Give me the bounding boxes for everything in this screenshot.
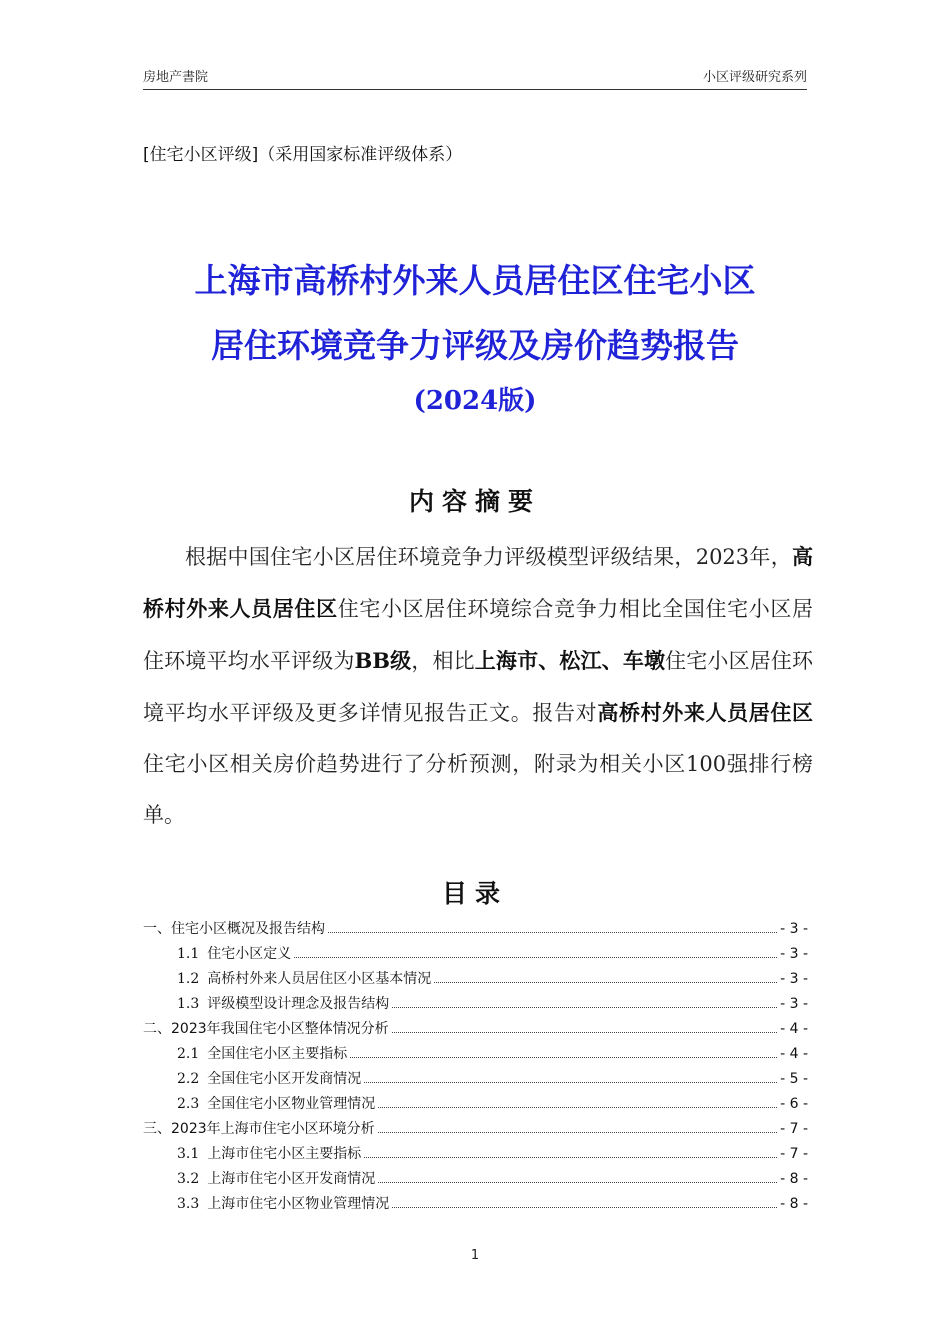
toc-entry[interactable]	[143, 1193, 808, 1218]
abstract-emphasis: 高桥村外来人员居住区	[143, 544, 813, 621]
toc-entry-label: 高桥村外来人员居住区小区基本情况	[207, 971, 432, 987]
toc-entry-label: 上海市住宅小区物业管理情况	[207, 1196, 390, 1212]
abstract-text: 住宅小区居住环境综合竞争力相比全国住宅小区居住环境平均水平评级为	[143, 597, 814, 673]
toc-entry[interactable]	[143, 943, 808, 968]
toc-entry-label: 二、2023年我国住宅小区整体情况分析	[143, 1021, 389, 1037]
toc-entry[interactable]	[143, 968, 808, 993]
toc-entry-label: 全国住宅小区物业管理情况	[207, 1096, 376, 1112]
toc-dot-leader	[378, 1132, 777, 1133]
toc-entry[interactable]	[143, 1043, 808, 1068]
toc-entry[interactable]	[143, 993, 808, 1018]
abstract-body	[143, 531, 813, 841]
toc-entry-page: - 3 -	[780, 971, 808, 987]
toc-entry-label: 三、2023年上海市住宅小区环境分析	[143, 1121, 375, 1137]
header-right: 小区评级研究系列	[702, 70, 807, 85]
toc-entry-label: 一、住宅小区概况及报告结构	[143, 921, 325, 937]
abstract-emphasis: 上海市、松江、车墩	[474, 648, 666, 673]
toc-dot-leader	[364, 1082, 777, 1083]
toc-entry-page: - 4 -	[780, 1046, 808, 1062]
toc-entry-page: - 7 -	[780, 1121, 808, 1137]
toc-entry-page: - 8 -	[780, 1196, 808, 1212]
toc-dot-leader	[434, 982, 777, 983]
abstract-text: 住宅小区居住环境平均水平评级及更多详情见报告正文。报告对	[143, 649, 814, 725]
toc-entry-number: 3.2	[177, 1171, 200, 1187]
header-divider	[143, 89, 807, 90]
header-left: 房地产書院	[143, 70, 209, 85]
toc-entry[interactable]	[143, 1143, 808, 1168]
abstract-emphasis: BB级	[354, 648, 412, 673]
toc-entry[interactable]	[143, 918, 808, 943]
toc-dot-leader	[392, 1007, 777, 1008]
toc-entry-number: 2.1	[177, 1046, 200, 1062]
toc-dot-leader	[350, 1057, 777, 1058]
abstract-text: 住宅小区相关房价趋势进行了分析预测，附录为相关小区100强排行榜单。	[143, 752, 813, 827]
abstract-heading: 内容摘要	[408, 487, 541, 516]
table-of-contents	[143, 918, 808, 1218]
report-title-line-1: 上海市高桥村外来人员居住区住宅小区	[194, 261, 756, 300]
report-category: [住宅小区评级]（采用国家标准评级体系）	[143, 145, 463, 165]
toc-entry-page: - 3 -	[780, 996, 808, 1012]
toc-entry-number: 1.2	[177, 971, 200, 987]
toc-dot-leader	[328, 932, 777, 933]
toc-dot-leader	[364, 1157, 777, 1158]
report-title-line-2: 居住环境竞争力评级及房价趋势报告	[211, 326, 739, 365]
abstract-emphasis: 高桥村外来人员居住区	[597, 700, 814, 725]
toc-entry-label: 全国住宅小区主要指标	[207, 1046, 348, 1062]
toc-entry-number: 3.1	[177, 1146, 200, 1162]
toc-entry-page: - 3 -	[780, 921, 808, 937]
toc-dot-leader	[378, 1182, 777, 1183]
toc-entry-page: - 4 -	[780, 1021, 808, 1037]
toc-entry-number: 1.1	[177, 946, 200, 962]
toc-entry-page: - 3 -	[780, 946, 808, 962]
toc-entry-label: 住宅小区定义	[207, 946, 292, 962]
page-number: 1	[470, 1248, 480, 1263]
toc-entry[interactable]	[143, 1018, 808, 1043]
toc-dot-leader	[294, 957, 777, 958]
toc-heading: 目录	[441, 879, 508, 908]
toc-entry-label: 上海市住宅小区主要指标	[207, 1146, 362, 1162]
report-edition: (2024版)	[413, 386, 537, 416]
toc-entry[interactable]	[143, 1118, 808, 1143]
abstract-text: 根据中国住宅小区居住环境竞争力评级模型评级结果，2023年，	[185, 545, 792, 569]
toc-dot-leader	[378, 1107, 777, 1108]
toc-entry[interactable]	[143, 1168, 808, 1193]
toc-entry-label: 全国住宅小区开发商情况	[207, 1071, 362, 1087]
toc-entry[interactable]	[143, 1093, 808, 1118]
toc-entry[interactable]	[143, 1068, 808, 1093]
toc-entry-page: - 7 -	[780, 1146, 808, 1162]
toc-entry-number: 2.2	[177, 1071, 200, 1087]
toc-entry-number: 1.3	[177, 996, 200, 1012]
toc-entry-page: - 8 -	[780, 1171, 808, 1187]
toc-entry-label: 上海市住宅小区开发商情况	[207, 1171, 376, 1187]
toc-entry-label: 评级模型设计理念及报告结构	[207, 996, 390, 1012]
abstract-text: ，相比	[411, 649, 475, 673]
toc-entry-number: 3.3	[177, 1196, 200, 1212]
toc-entry-page: - 6 -	[780, 1096, 808, 1112]
toc-entry-page: - 5 -	[780, 1071, 808, 1087]
toc-dot-leader	[392, 1207, 777, 1208]
toc-dot-leader	[392, 1032, 777, 1033]
toc-entry-number: 2.3	[177, 1096, 200, 1112]
